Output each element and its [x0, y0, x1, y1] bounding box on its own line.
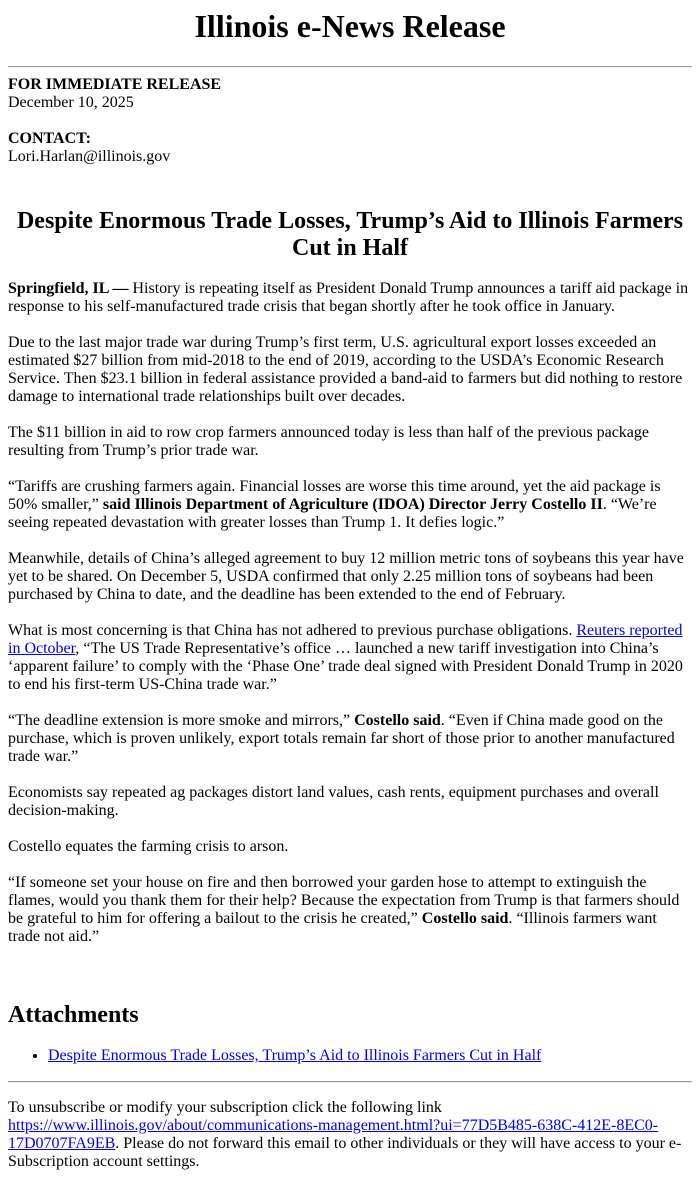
divider: [8, 1081, 692, 1083]
contact-email: Lori.Harlan@illinois.gov: [8, 148, 171, 165]
paragraph: [8, 280, 692, 316]
paragraph-text: History is repeating itself as President Donald Trump announces a tariff aid package in response to his self-manufactured trade crisis that began shortly after he took office in January.: [8, 280, 689, 315]
unsubscribe-notice: [8, 1099, 692, 1171]
paragraph: [8, 874, 692, 946]
quote-text: “The deadline extension is more smoke and mirrors,”: [8, 712, 355, 729]
paragraph: [8, 478, 692, 532]
attribution: said Illinois Department of Agriculture (IDOA) Director Jerry Costello II: [102, 496, 603, 513]
quote-text: “Tariffs are crushing farmers again. Financial losses are worse this time around, yet the aid package is 50% smaller,”: [8, 478, 661, 513]
footer-text: To unsubscribe or modify your subscription click the following link: [8, 1099, 442, 1116]
attachment-item: [48, 1047, 692, 1065]
paragraph-text: , “The US Trade Representative’s office … launched a new tariff investigation into China’s ‘apparent failure’ to comply with the ‘Phase One’ trade deal signed with President Donald Trump in 2020 to end his first-term US-China trade war.”: [8, 640, 683, 693]
page-title: Illinois e-News Release: [194, 8, 506, 44]
quote-text: . “We’re seeing repeated devastation with greater losses than Trump 1. It defies logic.”: [8, 496, 657, 531]
attachments-list: [8, 1047, 692, 1065]
attribution: Costello said: [421, 910, 509, 927]
release-info: [8, 76, 692, 166]
quote-text: . “Even if China made good on the purchase, which is proven unlikely, export totals remain far short of those prior to another manufactured trade war.”: [8, 712, 675, 765]
paragraph: Meanwhile, details of China’s alleged agreement to buy 12 million metric tons of soybeans this year have yet to be shared. On December 5, USDA confirmed that only 2.25 million tons of soybeans had been purchased by China to date, and the deadline has been extended to the end of February.: [8, 550, 684, 603]
paragraph-text: What is most concerning is that China has not adhered to previous purchase obligations.: [8, 622, 577, 639]
attribution: Costello said: [354, 712, 441, 729]
unsubscribe-link[interactable]: https://www.illinois.gov/about/communications-management.html?ui=77D5B485-638C-412E-8EC0-17D0707FA9EB: [8, 1117, 659, 1152]
release-date: December 10, 2025: [8, 94, 134, 111]
paragraph: [8, 712, 692, 766]
attachments-heading: Attachments: [8, 1002, 139, 1028]
paragraph: [8, 622, 692, 694]
paragraph: The $11 billion in aid to row crop farmers announced today is less than half of the previous package resulting from Trump’s prior trade war.: [8, 424, 649, 459]
reuters-link[interactable]: Reuters reported in October: [8, 622, 683, 657]
paragraph: Economists say repeated ag packages distort land values, cash rents, equipment purchases and overall decision-making.: [8, 784, 659, 819]
dateline: Springfield, IL —: [8, 280, 129, 297]
paragraph: Due to the last major trade war during Trump’s first term, U.S. agricultural export losses exceeded an estimated $27 billion from mid-2018 to the end of 2019, according to the USDA’s Economic Research Service. Then $23.1 billion in federal assistance provided a band-aid to farmers but did nothing to restore damage to international trade relationships built over decades.: [8, 334, 683, 405]
paragraph: Costello equates the farming crisis to arson.: [8, 838, 289, 855]
footer-text: . Please do not forward this email to other individuals or they will have access to your e-Subscription account settings.: [8, 1135, 682, 1170]
quote-text: . “Illinois farmers want trade not aid.”: [8, 910, 657, 945]
contact-label: CONTACT:: [8, 130, 91, 147]
attachment-link[interactable]: Despite Enormous Trade Losses, Trump’s Aid to Illinois Farmers Cut in Half: [48, 1047, 542, 1064]
release-label: FOR IMMEDIATE RELEASE: [8, 76, 222, 93]
quote-text: “If someone set your house on fire and then borrowed your garden hose to attempt to extinguish the flames, would you thank them for their help? Because the expectation from Trump is that farmers should be grateful to him for offering a bailout to the crisis he created,”: [8, 874, 680, 927]
headline: Despite Enormous Trade Losses, Trump’s Aid to Illinois Farmers Cut in Half: [16, 208, 684, 261]
divider: [8, 66, 692, 68]
